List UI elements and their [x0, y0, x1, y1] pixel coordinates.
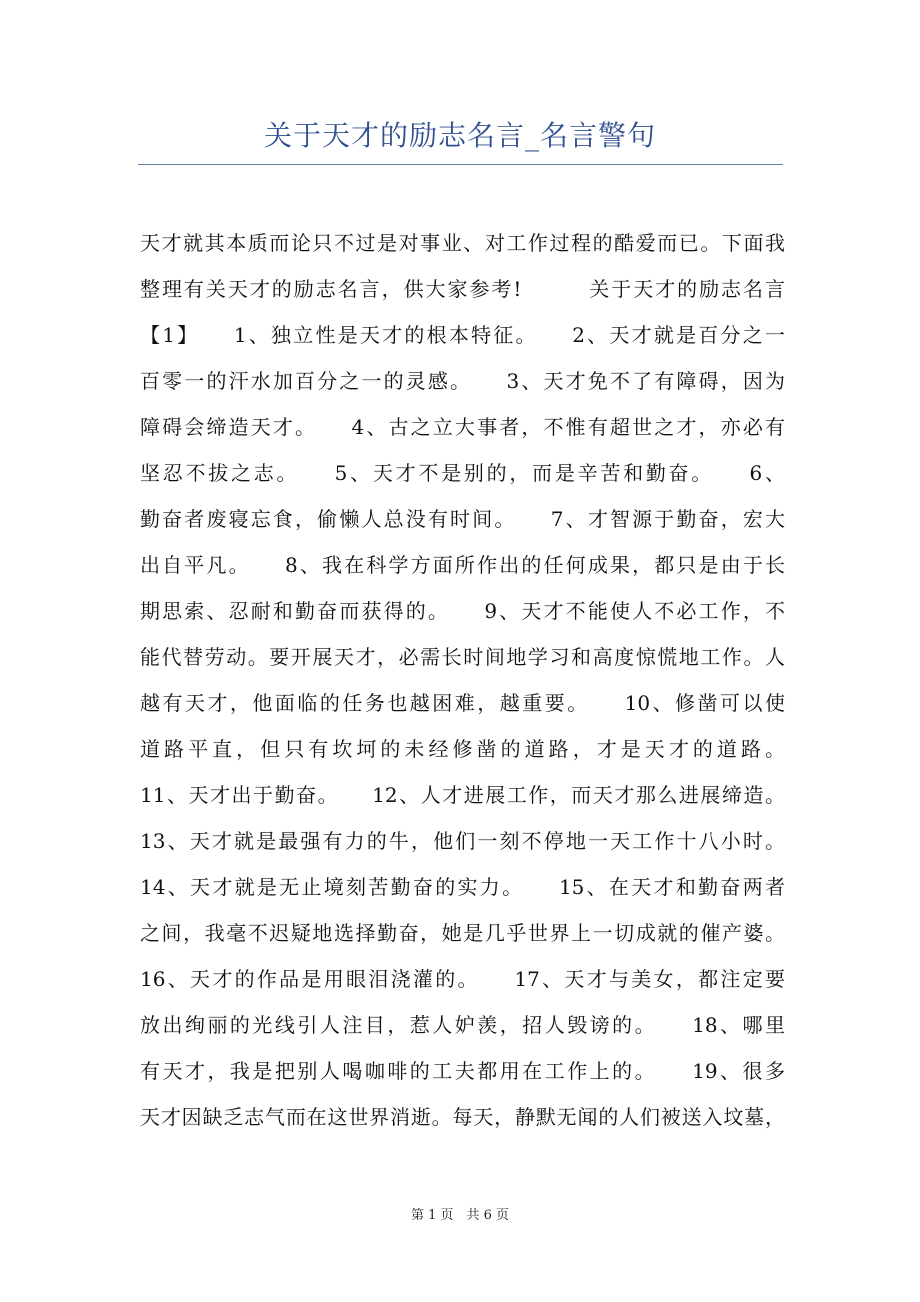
- body-line: 有天才，我是把别人喝咖啡的工夫都用在工作上的。 19、很多: [140, 1059, 785, 1083]
- body-line: 出自平凡。 8、我在科学方面所作出的任何成果，都只是由于长: [140, 553, 785, 577]
- body-line: 越有天才，他面临的任务也越困难，越重要。 10、修凿可以使: [140, 691, 785, 715]
- page-number-footer: 第 1 页 共 6 页: [410, 1208, 510, 1223]
- body-line: 11、天才出于勤奋。 12、人才进展工作，而天才那么进展缔造。: [140, 783, 785, 807]
- article-body: [140, 220, 785, 1140]
- body-line: 放出绚丽的光线引人注目，惹人妒羡，招人毁谤的。 18、哪里: [140, 1013, 785, 1037]
- body-line: 天才因缺乏志气而在这世界消逝。每天，静默无闻的人们被送入坟墓，: [140, 1105, 785, 1129]
- title-divider: [138, 164, 783, 165]
- body-line: 14、天才就是无止境刻苦勤奋的实力。 15、在天才和勤奋两者: [140, 875, 785, 899]
- page-title: 关于天才的励志名言_名言警句: [263, 119, 656, 152]
- body-line: 坚忍不拔之志。 5、天才不是别的，而是辛苦和勤奋。 6、: [140, 461, 785, 485]
- body-line: 障碍会缔造天才。 4、古之立大事者，不惟有超世之才，亦必有: [140, 415, 785, 439]
- body-line: 整理有关天才的励志名言，供大家参考! 关于天才的励志名言: [140, 277, 785, 301]
- body-line: 道路平直，但只有坎坷的未经修凿的道路，才是天才的道路。: [140, 737, 785, 761]
- body-line: 16、天才的作品是用眼泪浇灌的。 17、天才与美女，都注定要: [140, 967, 785, 991]
- body-line: 勤奋者废寝忘食，偷懒人总没有时间。 7、才智源于勤奋，宏大: [140, 507, 785, 531]
- body-line: 能代替劳动。要开展天才，必需长时间地学习和高度惊慌地工作。人: [140, 645, 785, 669]
- body-line: 【1】 1、独立性是天才的根本特征。 2、天才就是百分之一: [140, 323, 785, 347]
- body-line: 13、天才就是最强有力的牛，他们一刻不停地一天工作十八小时。: [140, 829, 785, 853]
- body-line: 期思索、忍耐和勤奋而获得的。 9、天才不能使人不必工作，不: [140, 599, 785, 623]
- body-line: 百零一的汗水加百分之一的灵感。 3、天才免不了有障碍，因为: [140, 369, 785, 393]
- body-line: 天才就其本质而论只不过是对事业、对工作过程的酷爱而已。下面我: [140, 231, 785, 255]
- body-line: 之间，我毫不迟疑地选择勤奋，她是几乎世界上一切成就的催产婆。: [140, 921, 785, 945]
